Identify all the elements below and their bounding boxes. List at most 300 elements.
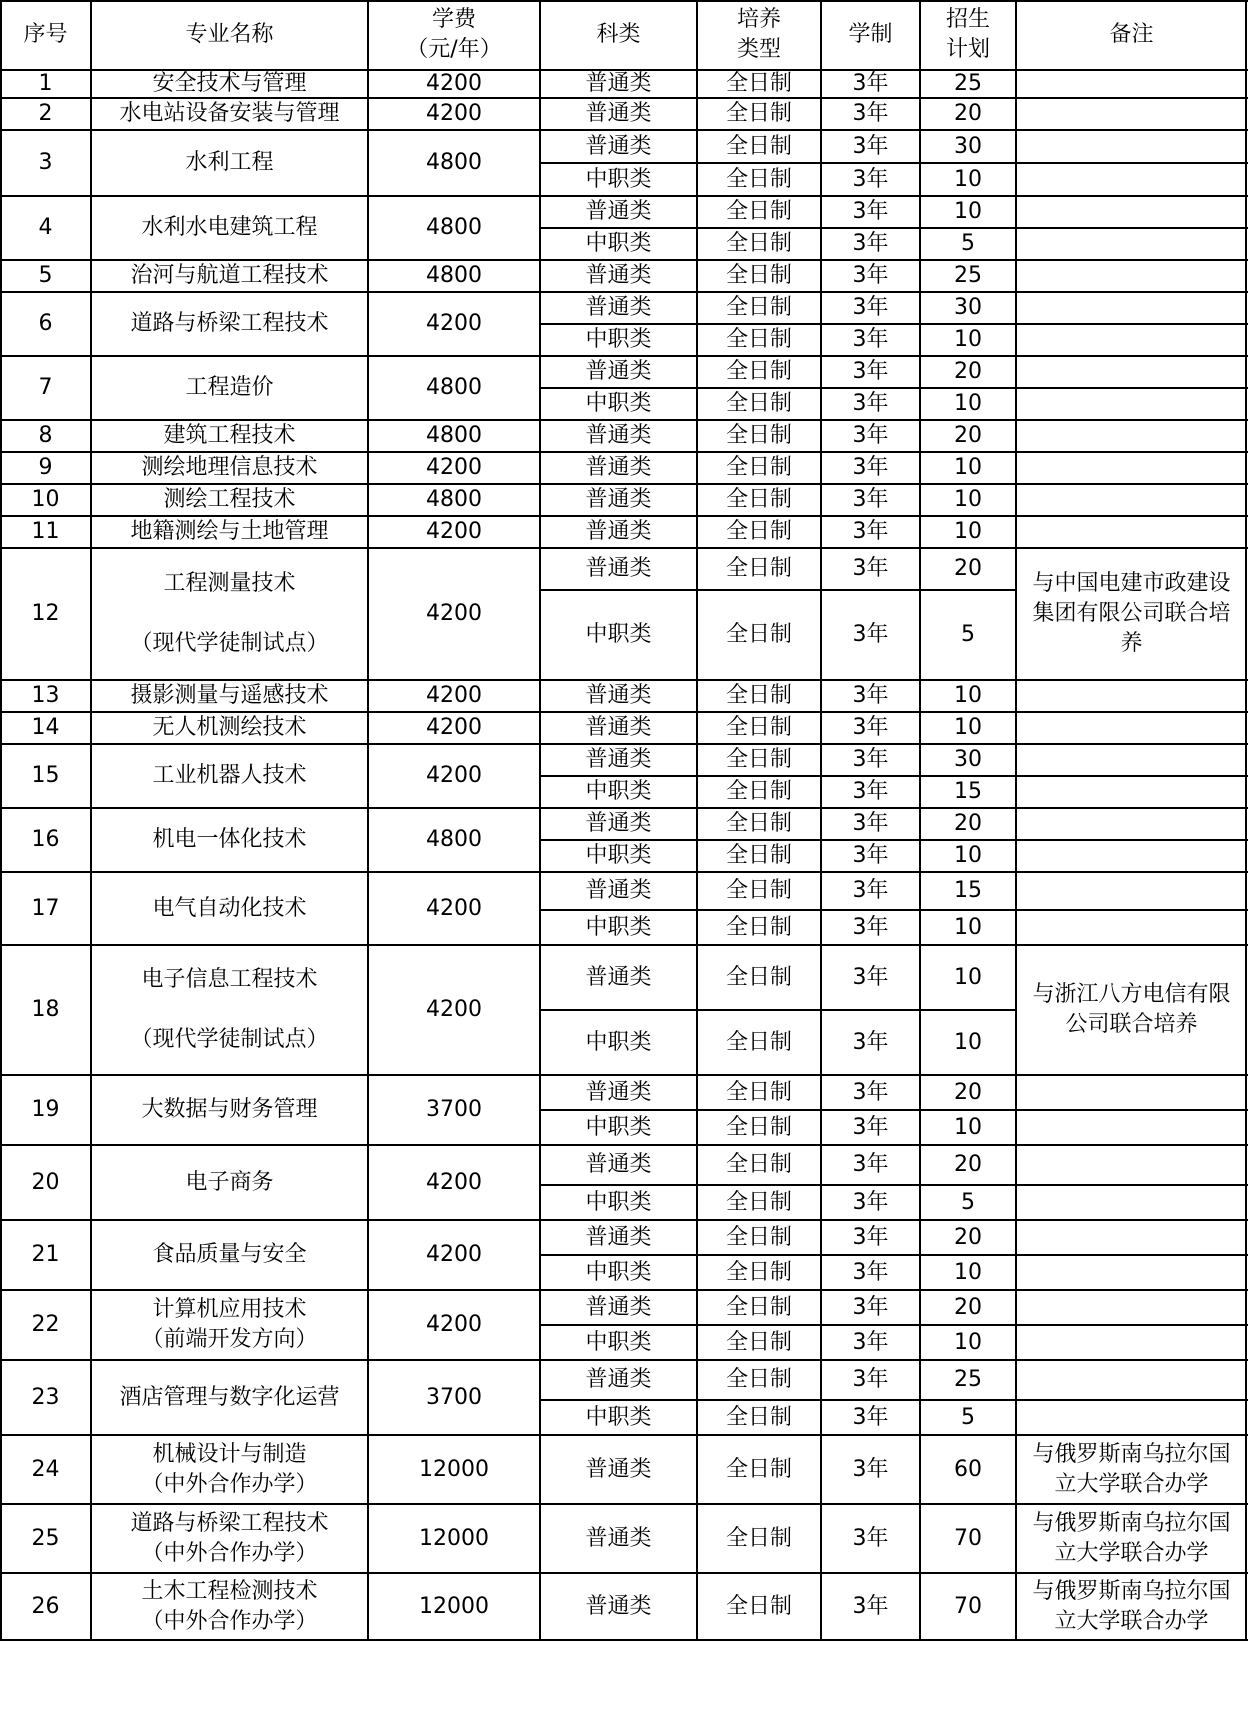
row-note [1016, 98, 1247, 130]
row-training-type: 全日制 [725, 133, 792, 159]
row-duration: 3年 [852, 327, 889, 352]
row-seq: 26 [31, 1593, 60, 1619]
row-major-name: 摄影测量与遥感技术 [130, 683, 329, 708]
row-duration: 3年 [852, 964, 889, 990]
row-enrollment-plan: 10 [954, 487, 982, 512]
table-rule [367, 0, 369, 1641]
row-seq: 14 [31, 715, 60, 740]
row-enrollment-plan: 10 [954, 1114, 982, 1140]
row-note: 与俄罗斯南乌拉尔国立大学联合办学 [1032, 1578, 1231, 1634]
row-category: 中职类 [585, 391, 652, 416]
row-category: 中职类 [585, 1189, 652, 1215]
header-fee: 学费 （元/年） [406, 7, 502, 62]
row-major-name: 水利工程 [185, 150, 274, 175]
row-training-type: 全日制 [725, 1224, 792, 1250]
header-category: 科类 [596, 22, 641, 47]
row-training-type: 全日制 [725, 1456, 792, 1482]
row-major-name: 酒店管理与数字化运营 [119, 1384, 340, 1410]
row-enrollment-plan: 15 [954, 779, 982, 804]
row-category: 普通类 [585, 423, 652, 448]
row-enrollment-plan: 10 [954, 519, 982, 544]
row-tuition: 12000 [419, 1456, 489, 1482]
row-seq: 21 [31, 1242, 60, 1267]
row-enrollment-plan: 5 [961, 231, 975, 256]
row-tuition: 4200 [426, 601, 482, 626]
row-training-type: 全日制 [725, 914, 792, 940]
row-category: 普通类 [585, 1152, 652, 1177]
row-major-name: 工程测量技术 （现代学徒制试点） [130, 571, 329, 656]
row-major-name: 机电一体化技术 [152, 827, 307, 852]
row-note [1016, 840, 1247, 872]
row-note [1016, 1290, 1247, 1325]
row-note [1016, 1110, 1247, 1145]
row-tuition: 12000 [419, 1525, 489, 1551]
row-seq: 16 [31, 827, 60, 852]
row-training-type: 全日制 [725, 199, 792, 224]
row-training-type: 全日制 [725, 843, 792, 868]
row-note [1016, 1255, 1247, 1290]
header-training-type: 培养 类型 [736, 7, 781, 62]
row-category: 普通类 [585, 747, 652, 772]
row-major-name: 食品质量与安全 [152, 1242, 307, 1267]
row-duration: 3年 [852, 747, 889, 772]
table-rule [1245, 0, 1247, 1641]
row-category: 普通类 [585, 556, 652, 581]
row-training-type: 全日制 [725, 779, 792, 804]
row-enrollment-plan: 20 [954, 1152, 982, 1177]
row-enrollment-plan: 10 [954, 1259, 982, 1285]
table-rule [539, 775, 1248, 777]
row-note [1016, 260, 1247, 292]
row-category: 普通类 [585, 455, 652, 480]
row-note [1016, 1185, 1247, 1220]
row-seq: 18 [31, 997, 60, 1022]
row-note [1016, 70, 1247, 98]
row-enrollment-plan: 30 [954, 133, 982, 159]
row-enrollment-plan: 5 [961, 1404, 975, 1430]
row-duration: 3年 [852, 101, 889, 126]
row-enrollment-plan: 10 [954, 1029, 982, 1055]
row-note [1016, 1325, 1247, 1360]
row-enrollment-plan: 20 [954, 811, 982, 836]
row-enrollment-plan: 15 [954, 878, 982, 903]
row-training-type: 全日制 [725, 71, 792, 96]
table-rule [539, 1009, 1017, 1011]
row-duration: 3年 [852, 1456, 889, 1482]
row-duration: 3年 [852, 133, 889, 159]
row-training-type: 全日制 [725, 878, 792, 903]
row-duration: 3年 [852, 556, 889, 581]
row-training-type: 全日制 [725, 359, 792, 384]
row-tuition: 4200 [426, 311, 482, 336]
table-rule [539, 162, 1248, 164]
row-enrollment-plan: 25 [954, 263, 982, 288]
row-seq: 20 [31, 1169, 60, 1195]
table-rule [539, 1324, 1248, 1326]
row-tuition: 4200 [426, 1312, 482, 1337]
row-category: 普通类 [585, 683, 652, 708]
header-duration: 学制 [848, 22, 893, 47]
row-enrollment-plan: 10 [954, 455, 982, 480]
row-seq: 19 [31, 1097, 60, 1122]
table-rule [696, 0, 698, 1641]
row-seq: 13 [31, 683, 60, 708]
row-note [1016, 228, 1247, 260]
row-training-type: 全日制 [725, 327, 792, 352]
row-major-name: 工业机器人技术 [152, 763, 307, 788]
row-note [1016, 1400, 1247, 1435]
row-duration: 3年 [852, 1029, 889, 1055]
row-category: 中职类 [585, 779, 652, 804]
table-rule [539, 839, 1248, 841]
row-category: 普通类 [585, 878, 652, 903]
row-note [1016, 680, 1247, 712]
row-major-name: 电子商务 [185, 1169, 274, 1195]
row-enrollment-plan: 20 [954, 423, 982, 448]
table-rule [919, 0, 921, 1641]
row-seq: 5 [38, 263, 53, 288]
row-duration: 3年 [852, 455, 889, 480]
row-training-type: 全日制 [725, 263, 792, 288]
row-tuition: 4800 [426, 487, 482, 512]
row-category: 普通类 [585, 1294, 652, 1320]
row-category: 普通类 [585, 199, 652, 224]
row-training-type: 全日制 [725, 423, 792, 448]
row-category: 普通类 [585, 964, 652, 990]
row-note [1016, 808, 1247, 840]
table-rule [0, 0, 1248, 2]
row-seq: 15 [31, 763, 60, 788]
row-tuition: 4200 [426, 71, 482, 96]
row-category: 中职类 [585, 1259, 652, 1285]
row-tuition: 4200 [426, 715, 482, 740]
row-tuition: 4200 [426, 1169, 482, 1195]
row-note [1016, 324, 1247, 356]
table-rule [539, 227, 1248, 229]
row-training-type: 全日制 [725, 1367, 792, 1392]
row-enrollment-plan: 20 [954, 359, 982, 384]
row-training-type: 全日制 [725, 1259, 792, 1285]
row-major-name: 水利水电建筑工程 [141, 215, 318, 240]
row-duration: 3年 [852, 715, 889, 740]
row-tuition: 4200 [426, 895, 482, 921]
row-duration: 3年 [852, 199, 889, 224]
row-tuition: 4200 [426, 101, 482, 126]
row-note [1016, 452, 1247, 484]
row-training-type: 全日制 [725, 811, 792, 836]
header-major: 专业名称 [185, 22, 274, 47]
row-category: 中职类 [585, 231, 652, 256]
row-major-name: 机械设计与制造 （中外合作办学） [141, 1441, 318, 1497]
row-duration: 3年 [852, 878, 889, 903]
row-duration: 3年 [852, 1152, 889, 1177]
row-category: 中职类 [585, 843, 652, 868]
row-tuition: 3700 [426, 1384, 482, 1410]
row-enrollment-plan: 10 [954, 199, 982, 224]
row-seq: 8 [38, 423, 53, 448]
row-note: 与俄罗斯南乌拉尔国立大学联合办学 [1032, 1510, 1231, 1566]
row-duration: 3年 [852, 1294, 889, 1320]
row-seq: 23 [31, 1384, 60, 1410]
row-duration: 3年 [852, 391, 889, 416]
row-duration: 3年 [852, 423, 889, 448]
header-plan: 招生 计划 [945, 7, 990, 62]
row-enrollment-plan: 10 [954, 391, 982, 416]
row-note [1016, 712, 1247, 744]
row-duration: 3年 [852, 1189, 889, 1215]
table-rule [0, 69, 1248, 71]
row-enrollment-plan: 30 [954, 295, 982, 320]
row-training-type: 全日制 [725, 747, 792, 772]
row-enrollment-plan: 20 [954, 1294, 982, 1320]
row-duration: 3年 [852, 914, 889, 940]
row-enrollment-plan: 10 [954, 843, 982, 868]
table-rule [0, 1639, 1248, 1641]
row-enrollment-plan: 5 [961, 1189, 975, 1215]
row-major-name: 测绘地理信息技术 [141, 455, 318, 480]
row-note [1016, 388, 1247, 420]
row-tuition: 12000 [419, 1593, 489, 1619]
row-enrollment-plan: 20 [954, 1079, 982, 1105]
row-category: 普通类 [585, 71, 652, 96]
row-category: 普通类 [585, 295, 652, 320]
row-training-type: 全日制 [725, 715, 792, 740]
row-seq: 9 [38, 455, 53, 480]
row-note: 与浙江八方电信有限公司联合培养 [1032, 982, 1231, 1037]
row-category: 普通类 [585, 1525, 652, 1551]
row-training-type: 全日制 [725, 487, 792, 512]
row-duration: 3年 [852, 1404, 889, 1430]
row-training-type: 全日制 [725, 556, 792, 581]
row-note [1016, 1145, 1247, 1185]
row-training-type: 全日制 [725, 1152, 792, 1177]
row-seq: 17 [31, 895, 60, 921]
table-rule [539, 0, 541, 1641]
row-tuition: 4200 [426, 997, 482, 1022]
row-training-type: 全日制 [725, 964, 792, 990]
row-duration: 3年 [852, 487, 889, 512]
row-duration: 3年 [852, 811, 889, 836]
row-seq: 2 [38, 101, 53, 126]
row-duration: 3年 [852, 1525, 889, 1551]
row-category: 普通类 [585, 1367, 652, 1392]
row-duration: 3年 [852, 1224, 889, 1250]
row-category: 中职类 [585, 622, 652, 647]
row-major-name: 测绘工程技术 [163, 487, 296, 512]
row-seq: 4 [38, 215, 53, 240]
row-duration: 3年 [852, 231, 889, 256]
row-note [1016, 744, 1247, 776]
row-duration: 3年 [852, 843, 889, 868]
row-duration: 3年 [852, 359, 889, 384]
row-training-type: 全日制 [725, 1404, 792, 1430]
row-tuition: 4800 [426, 150, 482, 175]
row-category: 普通类 [585, 1224, 652, 1250]
row-major-name: 安全技术与管理 [152, 71, 307, 96]
row-tuition: 4200 [426, 763, 482, 788]
row-enrollment-plan: 20 [954, 101, 982, 126]
table-rule [539, 589, 1017, 591]
table-rule [0, 0, 2, 1641]
row-duration: 3年 [852, 1329, 889, 1355]
row-enrollment-plan: 10 [954, 914, 982, 940]
row-training-type: 全日制 [725, 519, 792, 544]
row-enrollment-plan: 20 [954, 556, 982, 581]
row-category: 中职类 [585, 327, 652, 352]
row-enrollment-plan: 10 [954, 964, 982, 990]
row-major-name: 地籍测绘与土地管理 [130, 519, 329, 544]
row-training-type: 全日制 [725, 1189, 792, 1215]
row-enrollment-plan: 10 [954, 715, 982, 740]
row-category: 中职类 [585, 166, 652, 192]
row-duration: 3年 [852, 622, 889, 647]
row-note [1016, 1360, 1247, 1400]
row-tuition: 4800 [426, 423, 482, 448]
row-tuition: 4200 [426, 683, 482, 708]
row-enrollment-plan: 70 [954, 1525, 982, 1551]
row-major-name: 土木工程检测技术 （中外合作办学） [141, 1578, 318, 1634]
row-note: 与中国电建市政建设集团有限公司联合培养 [1032, 571, 1231, 656]
row-tuition: 4800 [426, 827, 482, 852]
row-seq: 25 [31, 1525, 60, 1551]
row-duration: 3年 [852, 1593, 889, 1619]
row-tuition: 3700 [426, 1097, 482, 1122]
row-tuition: 4800 [426, 375, 482, 400]
row-major-name: 无人机测绘技术 [152, 715, 307, 740]
row-training-type: 全日制 [725, 683, 792, 708]
table-rule [90, 0, 92, 1641]
row-note [1016, 196, 1247, 228]
row-note: 与俄罗斯南乌拉尔国立大学联合办学 [1032, 1441, 1231, 1497]
row-duration: 3年 [852, 295, 889, 320]
row-category: 普通类 [585, 1593, 652, 1619]
row-category: 普通类 [585, 519, 652, 544]
row-duration: 3年 [852, 519, 889, 544]
row-category: 中职类 [585, 1404, 652, 1430]
row-training-type: 全日制 [725, 1593, 792, 1619]
row-duration: 3年 [852, 1259, 889, 1285]
row-category: 普通类 [585, 359, 652, 384]
row-category: 中职类 [585, 914, 652, 940]
row-seq: 3 [38, 150, 53, 175]
row-major-name: 电气自动化技术 [152, 895, 307, 921]
row-seq: 1 [38, 71, 53, 96]
row-category: 普通类 [585, 1456, 652, 1482]
row-duration: 3年 [852, 263, 889, 288]
row-training-type: 全日制 [725, 295, 792, 320]
row-category: 普通类 [585, 263, 652, 288]
row-enrollment-plan: 25 [954, 1367, 982, 1392]
row-enrollment-plan: 10 [954, 327, 982, 352]
row-category: 中职类 [585, 1329, 652, 1355]
table-rule [820, 0, 822, 1641]
row-enrollment-plan: 30 [954, 747, 982, 772]
row-note [1016, 1220, 1247, 1255]
row-seq: 22 [31, 1312, 60, 1337]
row-category: 普通类 [585, 811, 652, 836]
row-duration: 3年 [852, 1367, 889, 1392]
row-seq: 6 [38, 311, 53, 336]
row-major-name: 建筑工程技术 [163, 423, 296, 448]
row-note [1016, 356, 1247, 388]
row-enrollment-plan: 60 [954, 1456, 982, 1482]
row-tuition: 4200 [426, 519, 482, 544]
row-major-name: 工程造价 [185, 375, 274, 400]
row-note [1016, 484, 1247, 516]
row-training-type: 全日制 [725, 1079, 792, 1105]
table-rule [539, 1109, 1248, 1111]
row-enrollment-plan: 20 [954, 1224, 982, 1250]
row-major-name: 水电站设备安装与管理 [119, 101, 340, 126]
row-duration: 3年 [852, 779, 889, 804]
row-tuition: 4800 [426, 263, 482, 288]
table-rule [539, 387, 1248, 389]
row-training-type: 全日制 [725, 1329, 792, 1355]
row-major-name: 计算机应用技术 （前端开发方向） [141, 1297, 318, 1352]
row-note [1016, 292, 1247, 324]
table-rule [539, 1254, 1248, 1256]
row-category: 普通类 [585, 101, 652, 126]
row-note [1016, 163, 1247, 196]
row-tuition: 4200 [426, 1242, 482, 1267]
row-enrollment-plan: 10 [954, 683, 982, 708]
row-duration: 3年 [852, 71, 889, 96]
row-enrollment-plan: 5 [961, 622, 975, 647]
row-training-type: 全日制 [725, 1029, 792, 1055]
row-enrollment-plan: 25 [954, 71, 982, 96]
row-note [1016, 872, 1247, 910]
row-category: 普通类 [585, 1079, 652, 1105]
row-training-type: 全日制 [725, 391, 792, 416]
row-duration: 3年 [852, 683, 889, 708]
row-training-type: 全日制 [725, 622, 792, 647]
row-category: 普通类 [585, 715, 652, 740]
row-major-name: 治河与航道工程技术 [130, 263, 329, 288]
row-note [1016, 776, 1247, 808]
row-major-name: 道路与桥梁工程技术 [130, 311, 329, 336]
row-note [1016, 910, 1247, 945]
row-category: 普通类 [585, 133, 652, 159]
row-enrollment-plan: 10 [954, 166, 982, 192]
row-note [1016, 420, 1247, 452]
table-rule [539, 323, 1248, 325]
row-category: 中职类 [585, 1029, 652, 1055]
row-training-type: 全日制 [725, 1294, 792, 1320]
row-duration: 3年 [852, 1114, 889, 1140]
row-training-type: 全日制 [725, 166, 792, 192]
table-rule [1015, 0, 1017, 1641]
row-training-type: 全日制 [725, 101, 792, 126]
row-enrollment-plan: 70 [954, 1593, 982, 1619]
row-note [1016, 1075, 1247, 1110]
row-seq: 10 [31, 487, 60, 512]
row-note [1016, 516, 1247, 548]
row-training-type: 全日制 [725, 1114, 792, 1140]
row-enrollment-plan: 10 [954, 1329, 982, 1355]
row-duration: 3年 [852, 166, 889, 192]
row-tuition: 4200 [426, 455, 482, 480]
row-note [1016, 130, 1247, 163]
row-training-type: 全日制 [725, 1525, 792, 1551]
row-seq: 12 [31, 601, 60, 626]
header-note: 备注 [1109, 22, 1154, 47]
row-seq: 11 [31, 519, 60, 544]
row-category: 中职类 [585, 1114, 652, 1140]
table-rule [539, 1184, 1248, 1186]
row-major-name: 电子信息工程技术 （现代学徒制试点） [130, 967, 329, 1052]
row-major-name: 大数据与财务管理 [141, 1097, 318, 1122]
row-duration: 3年 [852, 1079, 889, 1105]
